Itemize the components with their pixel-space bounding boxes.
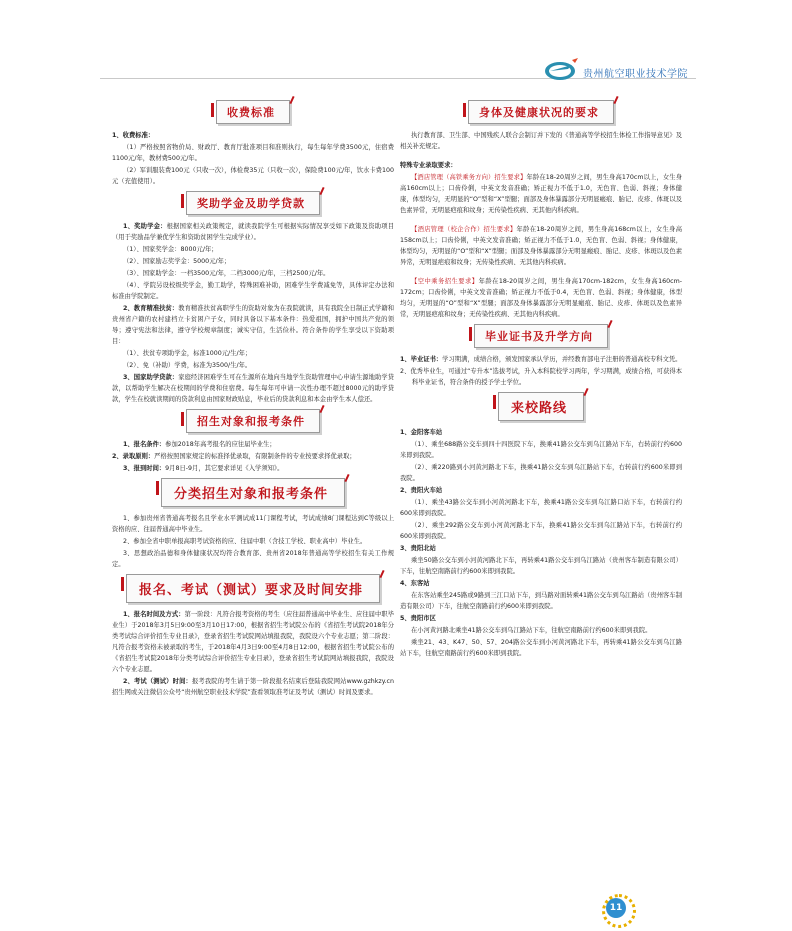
body-paragraph: （2）、国家励志奖学金：5000元/年； [123, 258, 231, 265]
section-banner [112, 574, 394, 603]
body-paragraph: 2、教育精准扶贫：教育精准扶贫高职学生的资助对象为在我院就读，具有我院全日制正式学籍和贵州省户籍的农村建档立卡贫困户子女，同时具备以下基本条件：热爱祖国，拥护中国共产党的领导；遵守宪法和法律，遵守学校规章制度；诚实守信，生活俭朴。符合条件的学生享受以下资助项目： [112, 305, 394, 345]
body-paragraph: 执行教育部、卫生部、中国残疾人联合会制订并下发的《普通高等学校招生体检工作指导意见》及相关补充规定。 [400, 132, 682, 150]
spacer [400, 153, 682, 160]
college-logo-icon [542, 56, 582, 82]
body-paragraph: 在东客站乘坐245路或9路到三江口站下车，到马路对面转乘41路公交车到乌江路站（贵州客车制造有限公司）下车，往航空南路前行约600米即到我院。 [400, 592, 682, 610]
body-paragraph: （2）、乘坐292路公交车到小河黄河路北下车，换乘41路公交车到乌江路站下车，右转前行约600米即到我院。 [400, 522, 682, 540]
section-title: 报名、考试（测试）要求及时间安排 [126, 574, 380, 603]
body-paragraph: 特殊专业录取要求： [400, 162, 457, 169]
body-paragraph: 1、金阳客车站 [400, 429, 443, 436]
body-paragraph: 4、东客站 [400, 580, 430, 587]
body-paragraph: 3、贵阳北站 [400, 545, 436, 552]
body-paragraph: 【空中乘务招生要求】年龄在18-20周岁之间，男生身高170cm-182cm，女生身高160cm-172cm；口齿伶俐，中英文发音准确；矫正视力不低于0.4，无色盲、色弱、斜视；身体健康，体型均匀，无明显的“O”型和“X”型腿；面部及身体暴露部分无明显瘢痕、胎记、皮疹、体斑以及色素异常，无明显疤痕和纹身；无传染性疾病、无其他内科疾病。 [400, 278, 683, 318]
body-paragraph: 3、国家助学贷款：家庭经济困难学生可在生源所在地向当地学生资助管理中心申请生源地助学贷款，以帮助学生解决在校期间的学费和住宿费。每生每年可申请一次性办理不超过8000元的助学贷款，学生在校就读期间的贷款利息由国家财政贴息，毕业后的贷款利息和本金由学生本人偿还。 [112, 374, 394, 403]
body-paragraph: 2、优秀毕业生，可通过“专升本”选拔考试，升入本科院校学习两年，学习期满，成绩合格，可获得本科毕业证书，符合条件的授予学士学位。 [400, 368, 682, 386]
body-paragraph: （3）、国家助学金：一档3500元/年，二档3000元/年，三档2500元/年。 [123, 270, 330, 277]
section-title: 分类招生对象和报考条件 [161, 478, 345, 507]
section-banner [112, 478, 394, 507]
section-banner [112, 409, 394, 433]
section-title: 来校路线 [498, 392, 584, 421]
body-paragraph: （2）、免（补助）学费，标准为3500/生/年。 [123, 362, 252, 369]
body-paragraph: （1）、乘坐43路公交车到小河黄河路北下车，换乘41路公交车到乌江路口站下车，右转前行约600米即到我院。 [400, 499, 682, 517]
body-paragraph: （4）、学院另设校级奖学金，勤工助学，特殊困难补助，困难学生学费减免等，具体评定办法和标准由学院制定。 [112, 282, 394, 300]
body-paragraph: （2）、乘220路到小河黄河路北下车，换乘41路公交车到乌江路站下车，右转前行约600米即到我院。 [400, 464, 682, 482]
body-paragraph: （1）、国家奖学金：8000元/年； [123, 246, 218, 253]
body-paragraph: 1、收费标准： [112, 132, 155, 139]
section-banner [400, 324, 682, 348]
body-paragraph: 1、奖助学金：根据国家相关政策规定，就读我院学生可根据实际情况享受如下政策及资助项目（用于奖励品学兼优学生和资助贫困学生完成学业）。 [112, 223, 394, 241]
body-paragraph: 1、参加贵州省普通高考报名且学业水平测试成11门课程考试，考试成绩8门课程达到C等级以上资格的应、往届普通高中毕业生。 [112, 515, 394, 533]
body-paragraph: 3、思想政治品德和身体健康状况均符合教育部、贵州省2018年普通高等学校招生有关工作规定。 [112, 550, 394, 568]
section-title: 招生对象和报考条件 [186, 409, 320, 433]
body-paragraph: 3、报到时间：9月8日-9月，其它要求详见《入学须知》。 [123, 465, 284, 472]
body-paragraph: 2、考试（测试）时间：报考我院的考生请于第一阶段报名结束后登陆我院网站www.gzhkzy.cn招生网或关注微信公众号“贵州航空职业技术学院”查看领取准考证及考试（测试）时间及要求。 [112, 678, 394, 696]
section-banner [400, 100, 682, 124]
spacer [400, 217, 682, 224]
body-paragraph: （2）军训服装费100元（只收一次），体检费35元（只收一次），保险费100元/年，饮水卡费100元（充值使用）。 [112, 167, 394, 185]
body-paragraph: 乘坐50路公交车到小河黄河路北下车，再转乘41路公交车到乌江路站（贵州客车制造有限公司）下车，往航空南路前行约600米即到我院。 [400, 557, 682, 575]
section-title: 奖助学金及助学贷款 [186, 191, 320, 215]
body-paragraph: （1）严格按照省物价局、财政厅、教育厅批准项目和准则执行，每生每年学费3500元，住宿费1100元/年，教材费500元/年。 [112, 144, 394, 162]
body-paragraph: 【酒店管理（高铁乘务方向）招生要求】年龄在18-20周岁之间，男生身高170cm以上，女生身高160cm以上；口齿伶俐，中英文发音准确；矫正视力不低于1.0，无色盲、色弱、斜视；身体健康，体型均匀，无明显的“O”型和“X”型腿；面部及身体暴露部分无明显瘢痕、胎记、皮疹、体斑以及色素异常，无明显疤痕和纹身；无传染性疾病、无其他内科疾病。 [400, 174, 682, 214]
body-paragraph: 5、贵阳市区 [400, 615, 436, 622]
school-name: 贵州航空职业技术学院 [583, 69, 688, 80]
right-column [400, 96, 682, 660]
body-paragraph: 【酒店管理（校企合作）招生要求】年龄在18-20周岁之间，男生身高168cm以上，女生身高158cm以上；口齿伶俐，中英文发音准确；矫正视力不低于1.0，无色盲、色弱、斜视；身体健康，体型均匀，无明显的“O”型和“X”型腿；面部及身体暴露部分无明显瘢痕、胎记、皮疹、体斑以及色素异常，无明显疤痕和纹身；无传染性疾病、无其他内科疾病。 [400, 226, 682, 266]
section-banner [112, 191, 394, 215]
left-column [112, 96, 394, 699]
body-paragraph: （1）、乘坐688路公交车到四十四医院下车，换乘41路公交车到乌江路站下车，右转前行约600米即到我院。 [400, 441, 682, 459]
body-paragraph: 在小河黄河路北乘坐41路公交车到乌江路站下车，往航空南路前行约600米即到我院。 [411, 627, 652, 634]
body-paragraph: 2、录取原则：严格按照国家规定的标准择优录取，有限制条件的专业按要求择优录取； [112, 453, 356, 460]
body-paragraph: 1、毕业证书：学习期满，成绩合格，颁发国家承认学历，并经教育部电子注册的普通高校专科文凭。 [400, 356, 682, 363]
section-banner [112, 100, 394, 124]
body-paragraph: 2、贵阳火车站 [400, 487, 443, 494]
spacer [400, 269, 682, 276]
body-paragraph: 1、报名条件：参加2018年高考报名的应往届毕业生； [123, 441, 276, 448]
body-paragraph: 2、参加全省中职单报高职考试资格的应、往届中职（含技工学校、职业高中）毕业生。 [123, 538, 367, 545]
body-paragraph: 乘坐21、43、K47、50、57、204路公交车到小河黄河路北下车，再转乘41路公交车到乌江路站下车，往航空南路前行约600米即到我院。 [400, 639, 682, 657]
section-title: 毕业证书及升学方向 [474, 324, 608, 348]
section-banner [400, 392, 682, 421]
section-title: 身体及健康状况的要求 [468, 100, 614, 124]
section-title: 收费标准 [216, 100, 290, 124]
page-number: 11 [606, 898, 626, 918]
body-paragraph: 1、报名时间及方式：第一阶段：凡符合报考资格的考生（应往届普通高中毕业生、应往届中职毕业生）于2018年3月5日9:00至3月10日17:00，根据省招生考试院公布的《省招生考试院2018年分类考试综合评价招生专业目录》，登录省招生考试院网站填报我院，我院设六个专业志愿；第二阶段：凡符合报考资格未被录取的考生，于2018年4月3日9:00至4月8日12:00，根据省招生考试院公布的《省招生考试院2018年分类考试综合评价招生专业目录》，登录省招生考试院网站填报我院，我院设六个专业志愿。 [112, 611, 395, 673]
body-paragraph: （1）、扶贫专项助学金，标准1000元/生/年； [123, 350, 252, 357]
